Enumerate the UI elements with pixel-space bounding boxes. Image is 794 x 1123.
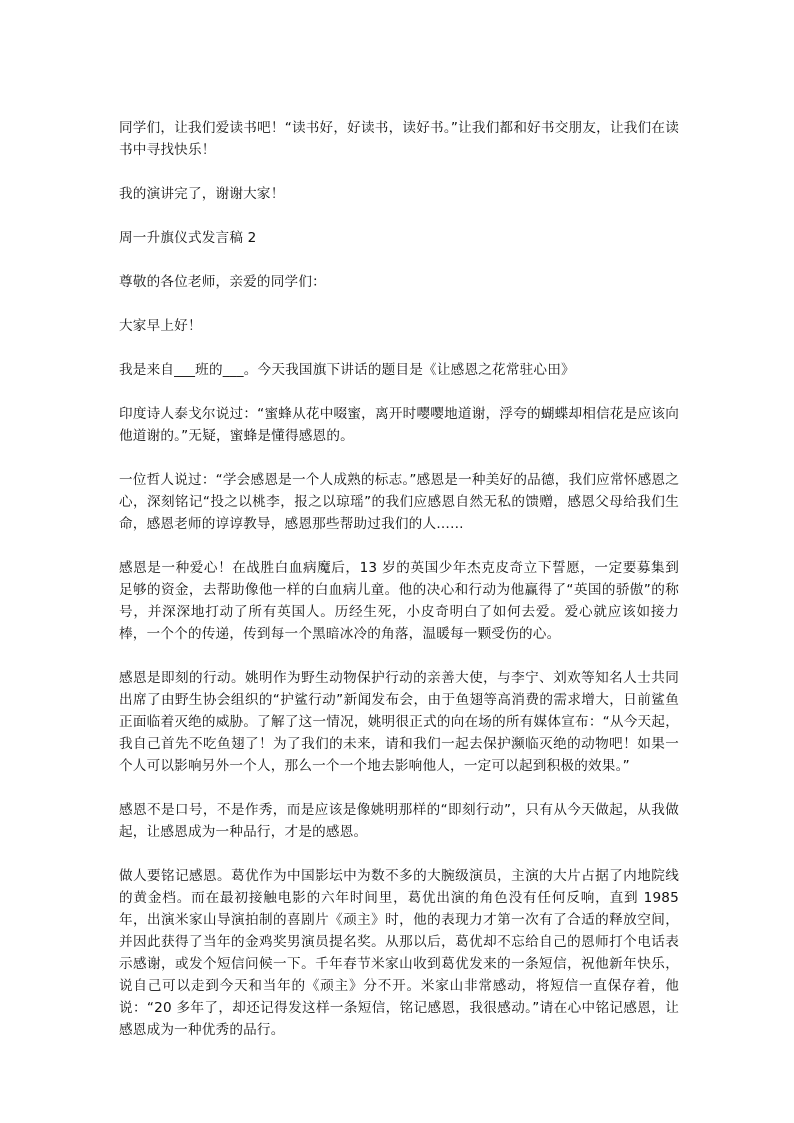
paragraph-speech-end: 我的演讲完了，谢谢大家！ [119,186,285,202]
paragraph-tagore-quote: 印度诗人泰戈尔说过：“蜜蜂从花中啜蜜，离开时嘤嘤地道谢，浮夸的蝴蝶却相信花是应该向他道谢的。”无疑，蜜蜂是懂得感恩的。 [119,406,679,444]
paragraph-introduction: 我是来自___班的___。今天我国旗下讲话的题目是《让感恩之花常驻心田》 [119,362,575,378]
paragraph-love: 感恩是一种爱心！在战胜白血病魔后，13 岁的英国少年杰克皮奇立下誓愿，一定要募集到足够的资金，去帮助像他一样的白血病儿童。他的决心和行动为他赢得了“英国的骄傲”的称号，并深深地打动了所有英国人。历经生死，小皮奇明白了如何去爱。爱心就应该如接力棒，一个个的传递，传到每一个黑暗冰冷的角落，温暖每一颗受伤的心。 [119,560,679,642]
paragraph-salutation: 尊敬的各位老师，亲爱的同学们： [119,274,326,290]
paragraph-immediate-action: 感恩是即刻的行动。姚明作为野生动物保护行动的亲善大使，与李宁、刘欢等知名人士共同出席了由野生协会组织的“护鲨行动”新闻发布会，由于鱼翅等高消费的需求增大，日前鲨鱼正面临着灭绝的威胁。了解了这一情况，姚明很正式的向在场的所有媒体宣布：“从今天起，我自己首先不吃鱼翅了！为了我们的未来，请和我们一起去保护濒临灭绝的动物吧！如果一个人可以影响另外一个人，那么一个一个地去影响他人，一定可以起到积极的效果。” [119,670,679,774]
paragraph-not-slogan: 感恩不是口号，不是作秀，而是应该是像姚明那样的“即刻行动”，只有从今天做起，从我做起，让感恩成为一种品行，才是的感恩。 [119,802,679,840]
paragraph-philosopher-quote: 一位哲人说过：“学会感恩是一个人成熟的标志。”感恩是一种美好的品德，我们应常怀感恩之心，深刻铭记“投之以桃李，报之以琼瑶”的我们应感恩自然无私的馈赠，感恩父母给我们生命，感恩老师的谆谆教导，感恩那些帮助过我们的人…… [119,472,679,532]
document-body [119,117,679,1041]
section-title: 周一升旗仪式发言稿 2 [119,230,257,246]
paragraph-remember-gratitude: 做人要铭记感恩。葛优作为中国影坛中为数不多的大腕级演员，主演的大片占据了内地院线的黄金档。而在最初接触电影的六年时间里，葛优出演的角色没有任何反响，直到 1985 年，出演米家山导演拍制的喜剧片《顽主》时，他的表现力才第一次有了合适的释放空间，并因此获得了当年的金鸡奖男演员提名奖。从那以后，葛优却不忘给自己的恩师打个电话表示感谢，或发个短信问候一下。千年春节米家山收到葛优发来的一条短信，祝他新年快乐，说自己可以走到今天和当年的《顽主》分不开。米家山非常感动，将短信一直保存着，他说：“20 多年了，却还记得发这样一条短信，铭记感恩，我很感动。”请在心中铭记感恩，让感恩成为一种优秀的品行。 [119,868,679,1038]
paragraph-closing-call: 同学们，让我们爱读书吧！“读书好，好读书，读好书。”让我们都和好书交朋友，让我们在读书中寻找快乐！ [119,120,679,158]
paragraph-greeting: 大家早上好！ [119,318,202,334]
